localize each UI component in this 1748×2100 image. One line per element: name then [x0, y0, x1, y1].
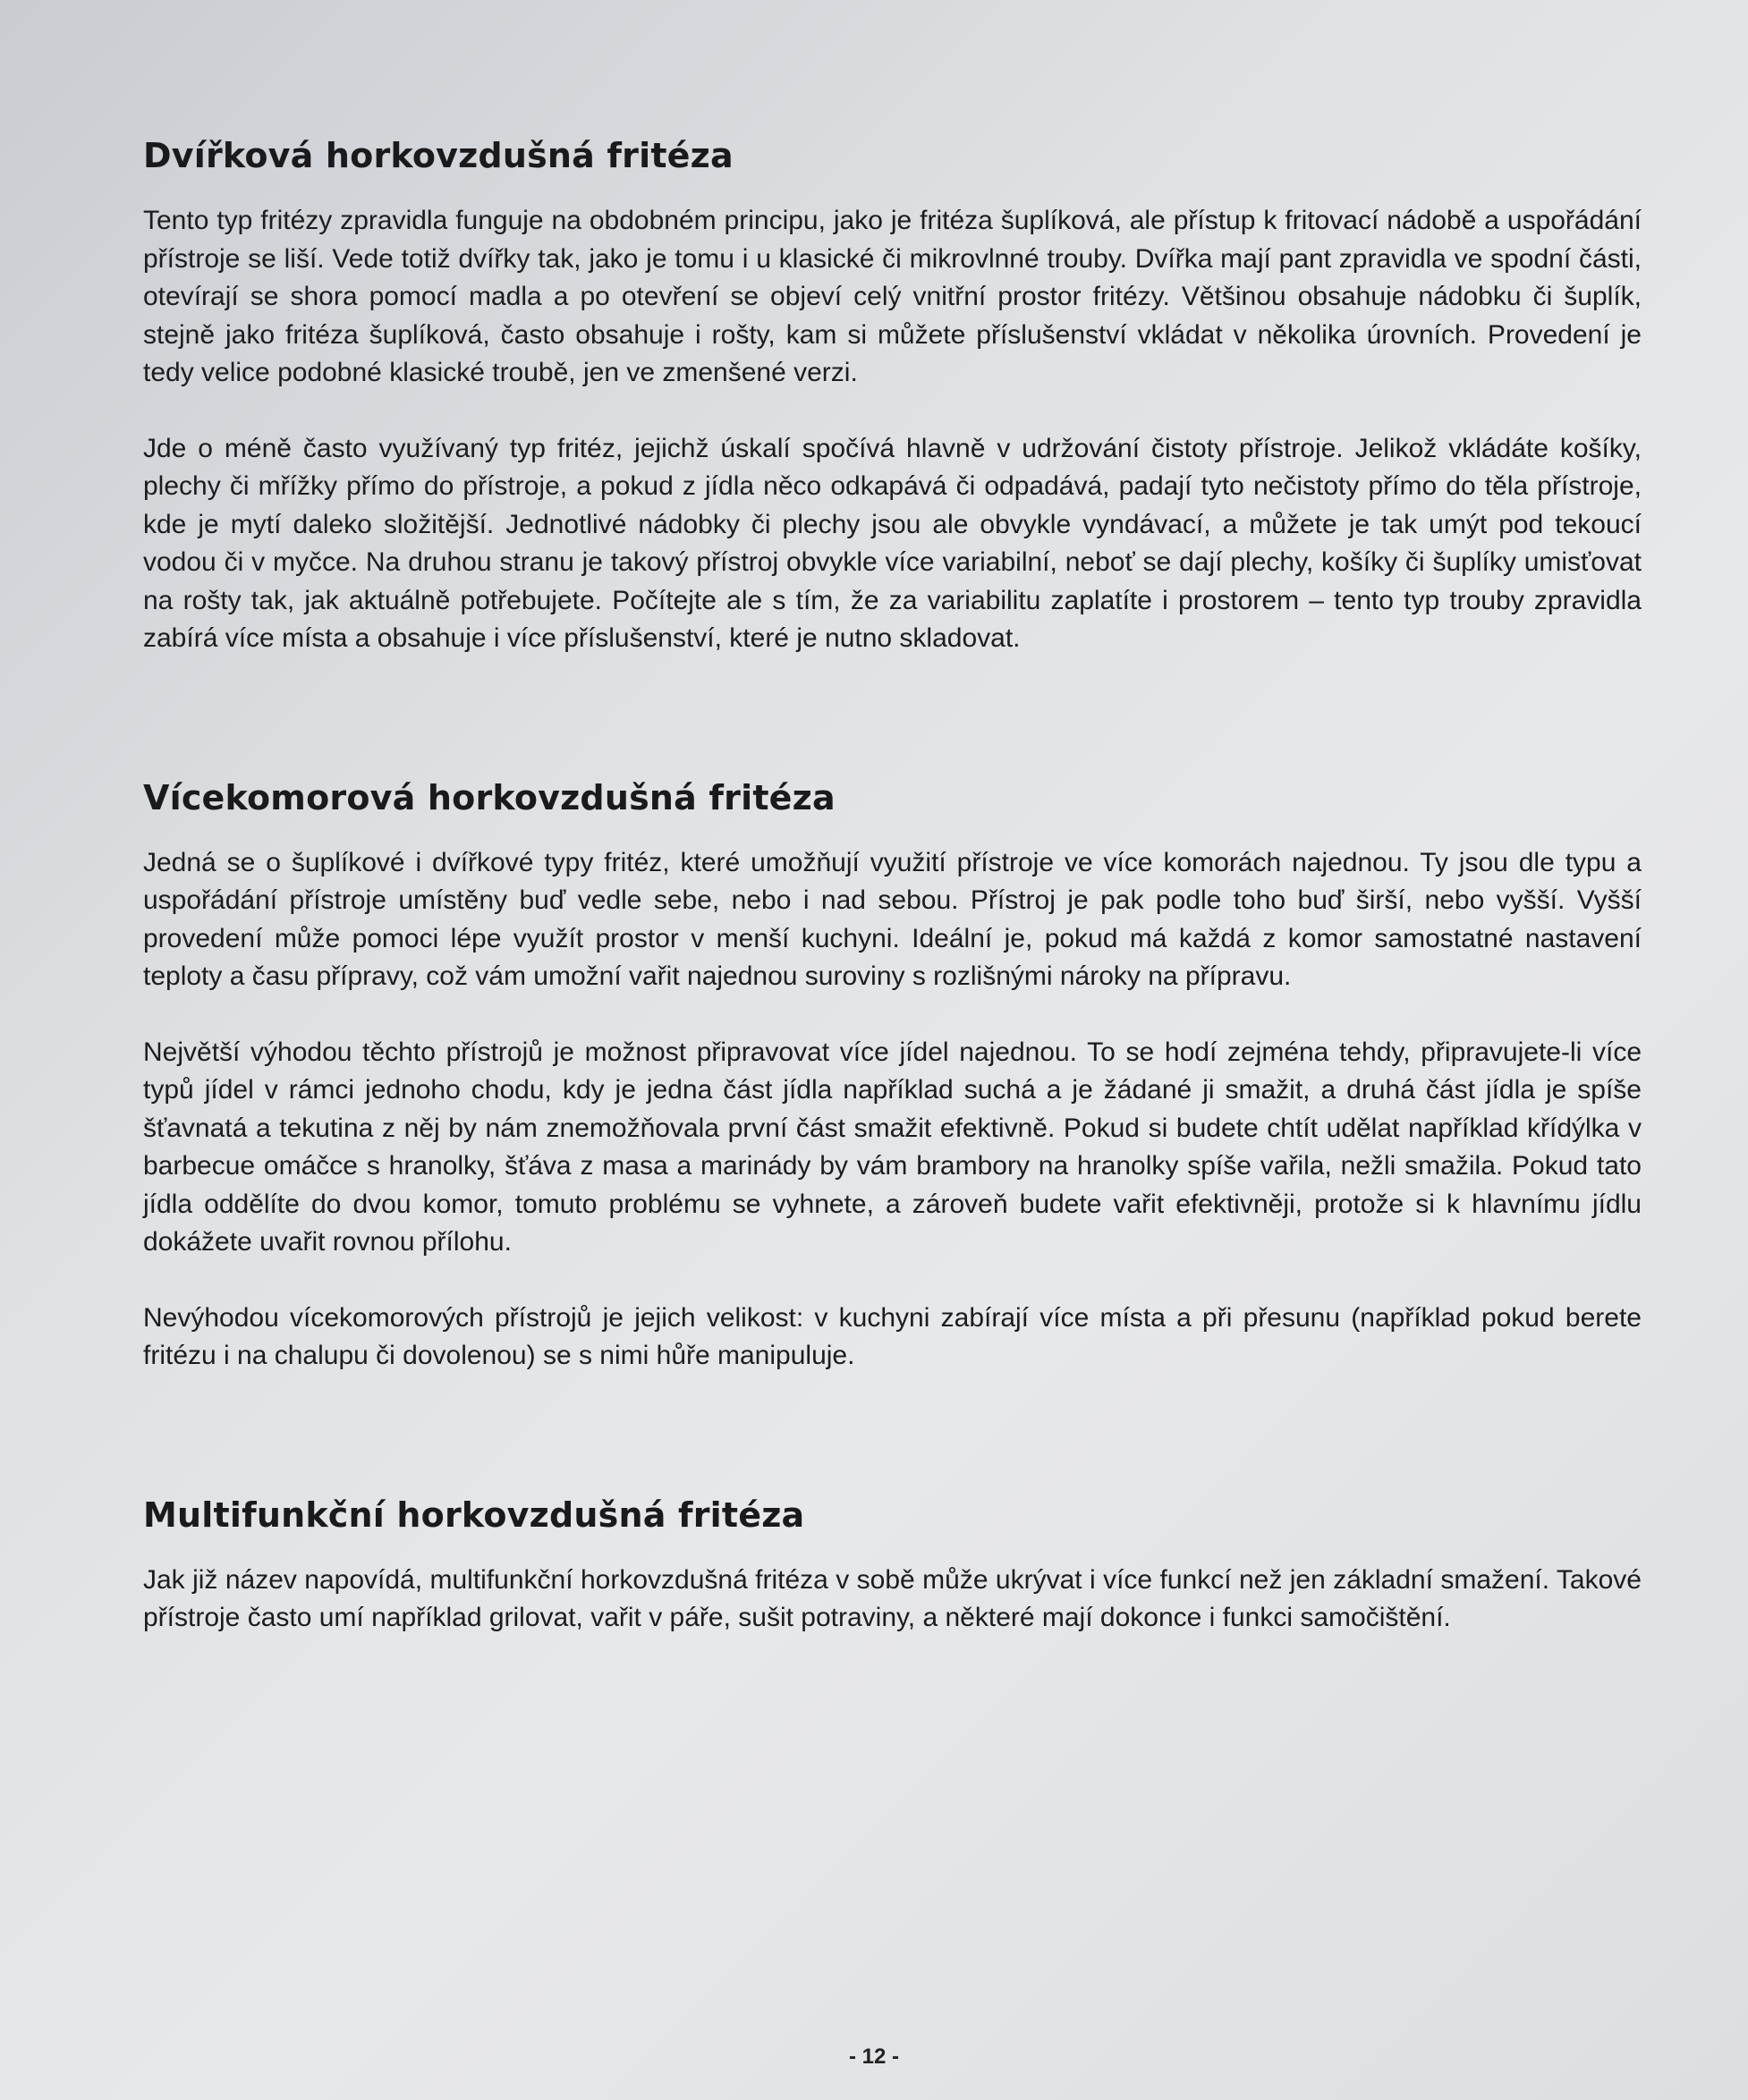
section-paragraph: Nevýhodou vícekomorových přístrojů je jejich velikost: v kuchyni zabírají více místa a při přesunu (například pokud berete fritézu i na chalupu či dovolenou) se s nimi hůře manipuluje. — [143, 1302, 1642, 1370]
section-heading: Vícekomorová horkovzdušná fritéza — [143, 777, 836, 817]
section-multi-chamber-fryer — [143, 776, 1642, 1376]
section-paragraph: Tento typ fritézy zpravidla funguje na obdobném principu, jako je fritéza šuplíková, ale přístup k fritovací nádobě a uspořádání přístroje se liší. Vede totiž dvířky tak, jako je tomu i u klasické či mikrovlnné trouby. Dvířka mají pant zpravidla ve spodní části, otevírají se shora pomocí madla a po otevření se objeví celý vnitřní prostor fritézy. Většinou obsahuje nádobku či šuplík, stejně jako fritéza šuplíková, často obsahuje i rošty, kam si můžete příslušenství vkládat v několika úrovních. Provedení je tedy velice podobné klasické troubě, jen ve zmenšené verzi. — [143, 206, 1642, 387]
section-paragraph: Největší výhodou těchto přístrojů je možnost připravovat více jídel najednou. To se hodí zejména tehdy, připravujete-li více typů jídel v rámci jednoho chodu, kdy je jedna část jídla například suchá a je žádané ji smažit, a druhá část jídla je spíše šťavnatá a tekutina z něj by nám znemožňovala první část smažit efektivně. Pokud si budete chtít udělat například křídýlka v barbecue omáčce s hranolky, šťáva z masa a marinády by vám brambory na hranolky spíše vařila, nežli smažila. Pokud tato jídla oddělíte do dvou komor, tomuto problému se vyhnete, a zároveň budete vařit efektivněji, protože si k hlavnímu jídlu dokážete uvařit rovnou přílohu. — [143, 1037, 1642, 1257]
section-paragraph: Jedná se o šuplíkové i dvířkové typy fritéz, které umožňují využití přístroje ve více komorách najednou. Ty jsou dle typu a uspořádání přístroje umístěny buď vedle sebe, nebo i nad sebou. Přístroj je pak podle toho buď širší, nebo vyšší. Vyšší provedení může pomoci lépe využít prostor v menší kuchyni. Ideální je, pokud má každá z komor samostatné nastavení teploty a času přípravy, což vám umožní vařit najednou suroviny s rozlišnými nároky na přípravu. — [143, 847, 1642, 991]
section-multifunction-fryer — [143, 1494, 1642, 1638]
section-door-fryer — [143, 134, 1642, 658]
section-paragraph: Jde o méně často využívaný typ fritéz, jejichž úskalí spočívá hlavně v udržování čistoty přístroje. Jelikož vkládáte košíky, plechy či mřížky přímo do přístroje, a pokud z jídla něco odkapává či odpadává, padají tyto nečistoty přímo do těla přístroje, kde je mytí daleko složitější. Jednotlivé nádobky či plechy jsou ale obvykle vyndávací, a můžete je tak umýt pod tekoucí vodou či v myčce. Na druhou stranu je takový přístroj obvykle více variabilní, neboť se dají plechy, košíky či šuplíky umisťovat na rošty tak, jak aktuálně potřebujete. Počítejte ale s tím, že za variabilitu zaplatíte i prostorem – tento typ trouby zpravidla zabírá více místa a obsahuje i více příslušenství, které je nutno skladovat. — [143, 433, 1642, 653]
section-heading: Dvířková horkovzdušná fritéza — [143, 136, 734, 175]
page-number: - 12 - — [848, 2045, 899, 2069]
section-paragraph: Jak již název napovídá, multifunkční horkovzdušná fritéza v sobě může ukrývat i více funkcí než jen základní smažení. Takové přístroje často umí například grilovat, vařit v páře, sušit potraviny, a některé mají dokonce i funkci samočištění. — [143, 1564, 1642, 1632]
section-heading: Multifunkční horkovzdušná fritéza — [143, 1495, 805, 1535]
page-content — [143, 134, 1642, 1638]
